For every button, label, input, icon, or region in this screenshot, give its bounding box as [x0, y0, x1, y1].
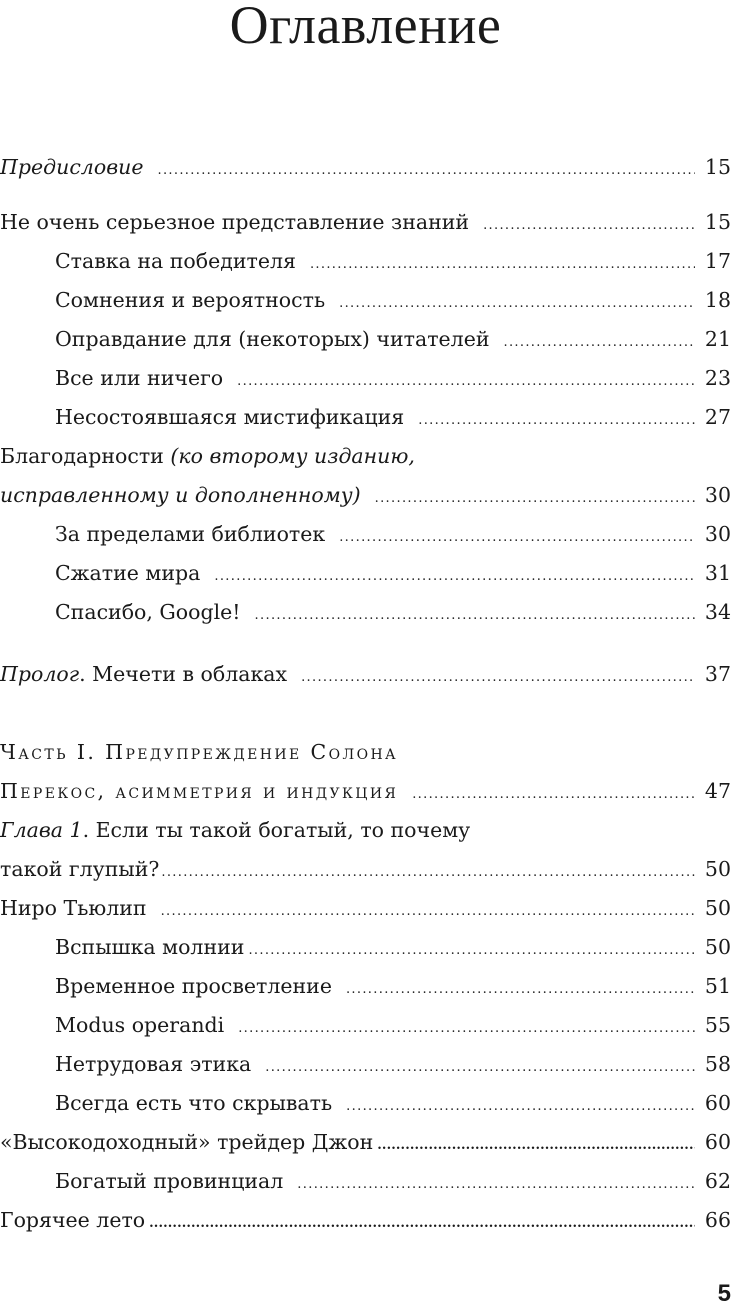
toc-entry-page: 30 — [704, 522, 731, 546]
toc-entry-page: 17 — [704, 249, 731, 273]
dot-leader — [161, 893, 695, 923]
toc-entry-all-or-nothing[interactable] — [0, 363, 731, 393]
dot-leader — [265, 1049, 695, 1079]
dot-leader — [377, 1127, 695, 1157]
toc-entry-page: 50 — [704, 896, 731, 920]
toc-entry-title: Всегда есть что скрывать — [55, 1091, 333, 1115]
toc-entry-page: 55 — [704, 1013, 731, 1037]
toc-entry-page: 23 — [704, 366, 731, 390]
toc-entry-knowledge[interactable] — [0, 207, 731, 237]
toc-entry-thanks-google[interactable] — [0, 597, 731, 627]
toc-entry-doubts[interactable] — [0, 285, 731, 315]
toc-entry-lightning[interactable] — [0, 932, 731, 962]
toc-entry-title-plain: Благодарности — [0, 444, 171, 468]
toc-entry-page: 50 — [704, 935, 731, 959]
toc-entry-page: 15 — [704, 210, 731, 234]
dot-leader — [297, 1166, 695, 1196]
toc-entry-title: исправленному и дополненному) — [0, 483, 361, 507]
dot-leader — [301, 659, 695, 689]
page-number: 5 — [717, 1280, 731, 1307]
toc-entry-title-italic: (ко второму изданию, — [170, 444, 415, 468]
toc-entry-page: 58 — [704, 1052, 731, 1076]
toc-entry-nero-tulip[interactable] — [0, 893, 731, 923]
dot-leader — [418, 402, 695, 432]
toc-entry-title: Временное просветление — [55, 974, 332, 998]
toc-entry-title: Часть I. Предупреждение Солона — [0, 740, 399, 764]
toc-entry-title-plain: . Мечети в облаках — [79, 662, 288, 686]
toc-entry-page: 47 — [704, 779, 731, 803]
dot-leader — [346, 1088, 695, 1118]
toc-part-heading[interactable] — [0, 737, 731, 767]
dot-leader — [375, 480, 695, 510]
toc-entry-modus-operandi[interactable] — [0, 1010, 731, 1040]
toc-entry-title — [0, 659, 301, 689]
toc-entry-rich-provincial[interactable] — [0, 1166, 731, 1196]
toc-entry-page: 27 — [704, 405, 731, 429]
toc-entry-page: 34 — [704, 600, 731, 624]
toc-entry-title: «Высокодоходный» трейдер Джон — [0, 1130, 374, 1154]
toc-entry-hot-summer[interactable] — [0, 1205, 731, 1235]
toc-entry-page: 30 — [704, 483, 731, 507]
dot-leader — [149, 1205, 695, 1235]
toc-entry-title: Оправдание для (некоторых) читателей — [55, 327, 490, 351]
toc-entry-page: 15 — [704, 155, 731, 179]
toc-chapter-1-line2[interactable] — [0, 854, 731, 884]
dot-leader — [339, 285, 695, 315]
toc-entry-winner-bet[interactable] — [0, 246, 731, 276]
toc-entry-title: Перекос, асимметрия и индукция — [0, 779, 399, 803]
dot-leader — [214, 558, 695, 588]
toc-entry-title: Не очень серьезное представление знаний — [0, 210, 470, 234]
toc-entry-justification[interactable] — [0, 324, 731, 354]
toc-entry-trader-john[interactable] — [0, 1127, 731, 1157]
toc-entry-world-compression[interactable] — [0, 558, 731, 588]
toc-entry-title — [0, 441, 731, 471]
page-title: Оглавление — [229, 0, 502, 55]
toc-entry-page: 18 — [704, 288, 731, 312]
toc-entry-title: такой глупый? — [0, 857, 160, 881]
toc-entry-title: Нетрудовая этика — [55, 1052, 252, 1076]
toc-entry-title: Несостоявшаяся мистификация — [55, 405, 405, 429]
dot-leader — [161, 854, 695, 884]
toc-entry-title: Ниро Тьюлип — [0, 896, 147, 920]
toc-entry-title: Спасибо, Google! — [55, 600, 241, 624]
toc-entry-title: Горячее лето — [0, 1208, 146, 1232]
dot-leader — [255, 597, 695, 627]
toc-entry-acknowledgements-line1[interactable] — [0, 441, 731, 471]
toc-entry-title-plain: . Если ты такой богатый, то почему — [82, 818, 471, 842]
toc-entry-work-ethic[interactable] — [0, 1049, 731, 1079]
toc-entry-mystification[interactable] — [0, 402, 731, 432]
dot-leader — [339, 519, 695, 549]
toc-entry-page: 31 — [704, 561, 731, 585]
toc-entry-title: За пределами библиотек — [55, 522, 326, 546]
toc-entry-acknowledgements-line2[interactable] — [0, 480, 731, 510]
toc-entry-page: 62 — [704, 1169, 731, 1193]
dot-leader — [237, 363, 695, 393]
toc-entry-prologue[interactable] — [0, 659, 731, 689]
dot-leader — [346, 971, 695, 1001]
toc-entry-beyond-libraries[interactable] — [0, 519, 731, 549]
toc-entry-title: Богатый провинциал — [55, 1169, 284, 1193]
toc-entry-title: Сжатие мира — [55, 561, 201, 585]
toc-entry-preface[interactable] — [0, 152, 731, 182]
dot-leader — [238, 1010, 695, 1040]
toc-entry-page: 51 — [704, 974, 731, 998]
toc-entry-page: 50 — [704, 857, 731, 881]
toc-entry-title-italic: Глава 1 — [0, 818, 83, 842]
toc-chapter-1-line1[interactable] — [0, 815, 731, 845]
toc-entry-title: Сомнения и вероятность — [55, 288, 326, 312]
toc-entry-page: 60 — [704, 1130, 731, 1154]
toc-entry-page: 66 — [704, 1208, 731, 1232]
toc-entry-page: 21 — [704, 327, 731, 351]
toc-entry-title: Вспышка молнии — [55, 935, 245, 959]
dot-leader — [248, 932, 695, 962]
toc-entry-title — [0, 815, 731, 845]
dot-leader — [157, 152, 695, 182]
toc-entry-title: Ставка на победителя — [55, 249, 296, 273]
toc-part-subtitle[interactable] — [0, 776, 731, 806]
toc-entry-page: 60 — [704, 1091, 731, 1115]
toc-entry-title: Modus operandi — [55, 1013, 225, 1037]
toc-entry-page: 37 — [704, 662, 731, 686]
dot-leader — [310, 246, 695, 276]
toc-entry-title: Все или ничего — [55, 366, 224, 390]
dot-leader — [412, 776, 695, 806]
toc-entry-title-italic: Пролог — [0, 662, 80, 686]
toc-entry-temporary-enlightenment[interactable] — [0, 971, 731, 1001]
dot-leader — [483, 207, 695, 237]
toc-entry-always-hide[interactable] — [0, 1088, 731, 1118]
toc-entry-title: Предисловие — [0, 155, 144, 179]
dot-leader — [503, 324, 695, 354]
